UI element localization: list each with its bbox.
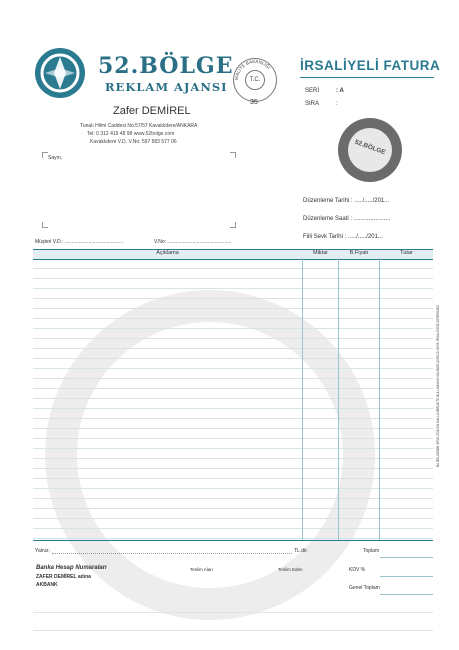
table-row[interactable] [33,278,433,279]
table-row[interactable] [33,438,433,439]
header-tutar: Tutar [400,250,413,256]
table-row[interactable] [33,298,433,299]
table-row[interactable] [33,468,433,469]
bank-name: AKBANK [36,582,58,588]
customer-vno-field[interactable]: V.No: .............................................. [154,239,232,245]
table-row[interactable] [33,458,433,459]
toplam-label: Toplam [363,548,380,554]
table-row[interactable] [33,498,433,499]
title-underline [300,77,434,78]
table-row[interactable] [33,328,433,329]
toplam-line[interactable] [380,557,433,558]
table-row[interactable] [33,408,433,409]
table-row[interactable] [33,348,433,349]
bank-owner: ZAFER DEMİREL adına [36,574,91,580]
table-row[interactable] [33,428,433,429]
legal-side-note: BU BELGENİN SEVK EDİLEN MALLA BİRLİKTE BULUNMASI HALİNDE AYRICA SEVK İRSALİYESİ GEREKMEZ [436,305,440,468]
table-bottom-border [33,540,433,541]
fiili-sevk-field[interactable]: Fiili Sevk Tarihi : ...../...../201... [303,234,383,240]
table-row[interactable] [33,308,433,309]
table-row[interactable] [33,398,433,399]
column-divider [302,258,303,540]
svg-text:MALİYE BAKANLIĞI: MALİYE BAKANLIĞI [233,58,272,81]
customer-vd-field[interactable]: Müşteri V.D.: .......................................... [35,239,124,245]
table-row[interactable] [33,388,433,389]
table-row[interactable] [33,338,433,339]
owner-name: Zafer DEMİREL [113,105,191,117]
table-row[interactable] [33,378,433,379]
duzenleme-tarihi-field[interactable]: Düzenleme Tarihi : ...../...../201... [303,198,390,204]
sira-label: SIRA [305,101,320,107]
company-subtitle: REKLAM AJANSI [105,80,228,94]
table-row[interactable] [33,508,433,509]
table-row[interactable] [33,448,433,449]
company-name: 52.BÖLGE [98,53,234,79]
header-miktar: Miktar [313,250,328,256]
stamp-text: 52.BÖLGE [353,138,387,157]
tl-dir-label: TL.dir. [294,548,308,554]
table-row[interactable] [33,368,433,369]
table-row[interactable] [33,358,433,359]
seri-value: : A [336,88,344,94]
teslim-eden-label: Teslim Eden [278,567,303,572]
yalniz-label: Yalnız: [35,548,50,554]
table-row[interactable] [33,518,433,519]
seal-number: 35 [250,99,258,106]
teslim-alan-label: Teslim Alan [190,567,213,572]
bank-title: Banka Hesap Numaraları [36,565,107,571]
kdv-label: KDV % [349,567,366,573]
header-bfiyati: B.Fiyatı [349,250,369,256]
table-row[interactable] [33,478,433,479]
table-row[interactable] [33,528,433,529]
company-logo [35,48,85,98]
table-row[interactable] [33,318,433,319]
company-address: Tunalı Hilmi Caddesi No:57/57 Kavaklıdere/ANKARA [80,123,198,129]
column-divider [379,258,380,540]
footer-divider [33,612,433,613]
table-row[interactable] [33,538,433,539]
document-title: İRSALİYELİ FATURA [300,58,441,73]
company-phone-web: Tel: 0 312 419 48 98 www.52bolge.com [87,131,175,137]
customer-address-box[interactable] [42,152,236,228]
footer-divider [33,630,433,631]
duzenleme-saati-field[interactable]: Düzenleme Saati : ...................... [303,216,391,222]
company-tax: Kavaklıdere V.D. V.No: 597 583 577 06 [90,139,177,145]
sira-value: : [336,101,338,107]
table-row[interactable] [33,418,433,419]
seri-label: SERİ [305,88,320,94]
table-row[interactable] [33,288,433,289]
kdv-line[interactable] [380,576,433,577]
column-divider [338,258,339,540]
header-aciklama: Açıklama [156,250,179,256]
table-row[interactable] [33,268,433,269]
yalniz-line[interactable] [52,553,292,554]
genel-toplam-line[interactable] [380,594,433,595]
table-row[interactable] [33,488,433,489]
sayin-label: Sayın, [48,155,63,161]
seal-center: T.C. [245,70,265,90]
genel-toplam-label: Genel Toplam [349,585,380,591]
